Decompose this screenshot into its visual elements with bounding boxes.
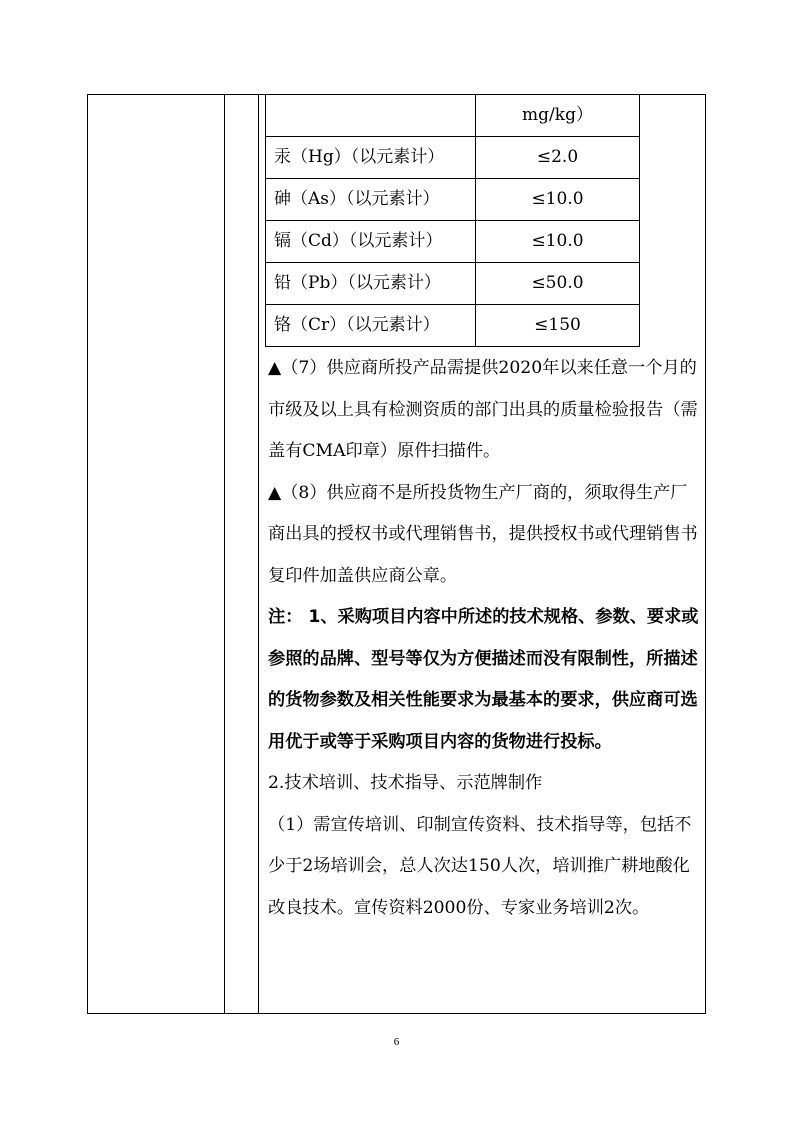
table-cell-value: ≤10.0: [476, 221, 640, 263]
column-divider: [258, 95, 259, 1013]
heavy-metal-limits-table: [265, 94, 640, 347]
table-cell: [266, 95, 476, 137]
section-2-title: 2.技术培训、技术指导、示范牌制作: [268, 773, 543, 793]
column-divider: [224, 95, 225, 1013]
table-cell-item: 汞（Hg）（以元素计）: [266, 137, 476, 179]
table-cell-item: 砷（As）（以元素计）: [266, 179, 476, 221]
table-row: [266, 263, 640, 305]
paragraph-item-7: ▲（7）供应商所投产品需提供2020年以来任意一个月的市级及以上具有检测资质的部门出具的质量检验报告（需盖有CMA印章）原件扫描件。: [268, 358, 698, 461]
table-row: [266, 179, 640, 221]
table-cell-item: 铅（Pb）（以元素计）: [266, 263, 476, 305]
table-row: [266, 137, 640, 179]
table-cell-value: ≤10.0: [476, 179, 640, 221]
table-cell-value: ≤150: [476, 305, 640, 347]
requirements-text: [268, 348, 702, 929]
note-paragraph: 注： 1、采购项目内容中所述的技术规格、参数、要求或参照的品牌、型号等仅为方便描述而没有限制性，所描述的货物参数及相关性能要求为最基本的要求，供应商可选用优于或等于采购项目内容的货物进行投标。: [268, 607, 699, 752]
section-2-paragraph-1: （1）需宣传培训、印制宣传资料、技术指导等，包括不少于2场培训会，总人次达150人次，培训推广耕地酸化改良技术。宣传资料2000份、专家业务培训2次。: [268, 814, 692, 918]
table-row: [266, 305, 640, 347]
table-cell-unit: mg/kg）: [476, 95, 640, 137]
table-row: [266, 221, 640, 263]
page-number: 6: [393, 1036, 400, 1048]
table-cell-item: 镉（Cd）（以元素计）: [266, 221, 476, 263]
table-cell-value: ≤50.0: [476, 263, 640, 305]
table-cell-value: ≤2.0: [476, 137, 640, 179]
table-cell-item: 铬（Cr）（以元素计）: [266, 305, 476, 347]
paragraph-item-8: ▲（8）供应商不是所投货物生产厂商的，须取得生产厂商出具的授权书或代理销售书，提供授权书或代理销售书复印件加盖供应商公章。: [268, 482, 698, 586]
table-row: [266, 95, 640, 137]
